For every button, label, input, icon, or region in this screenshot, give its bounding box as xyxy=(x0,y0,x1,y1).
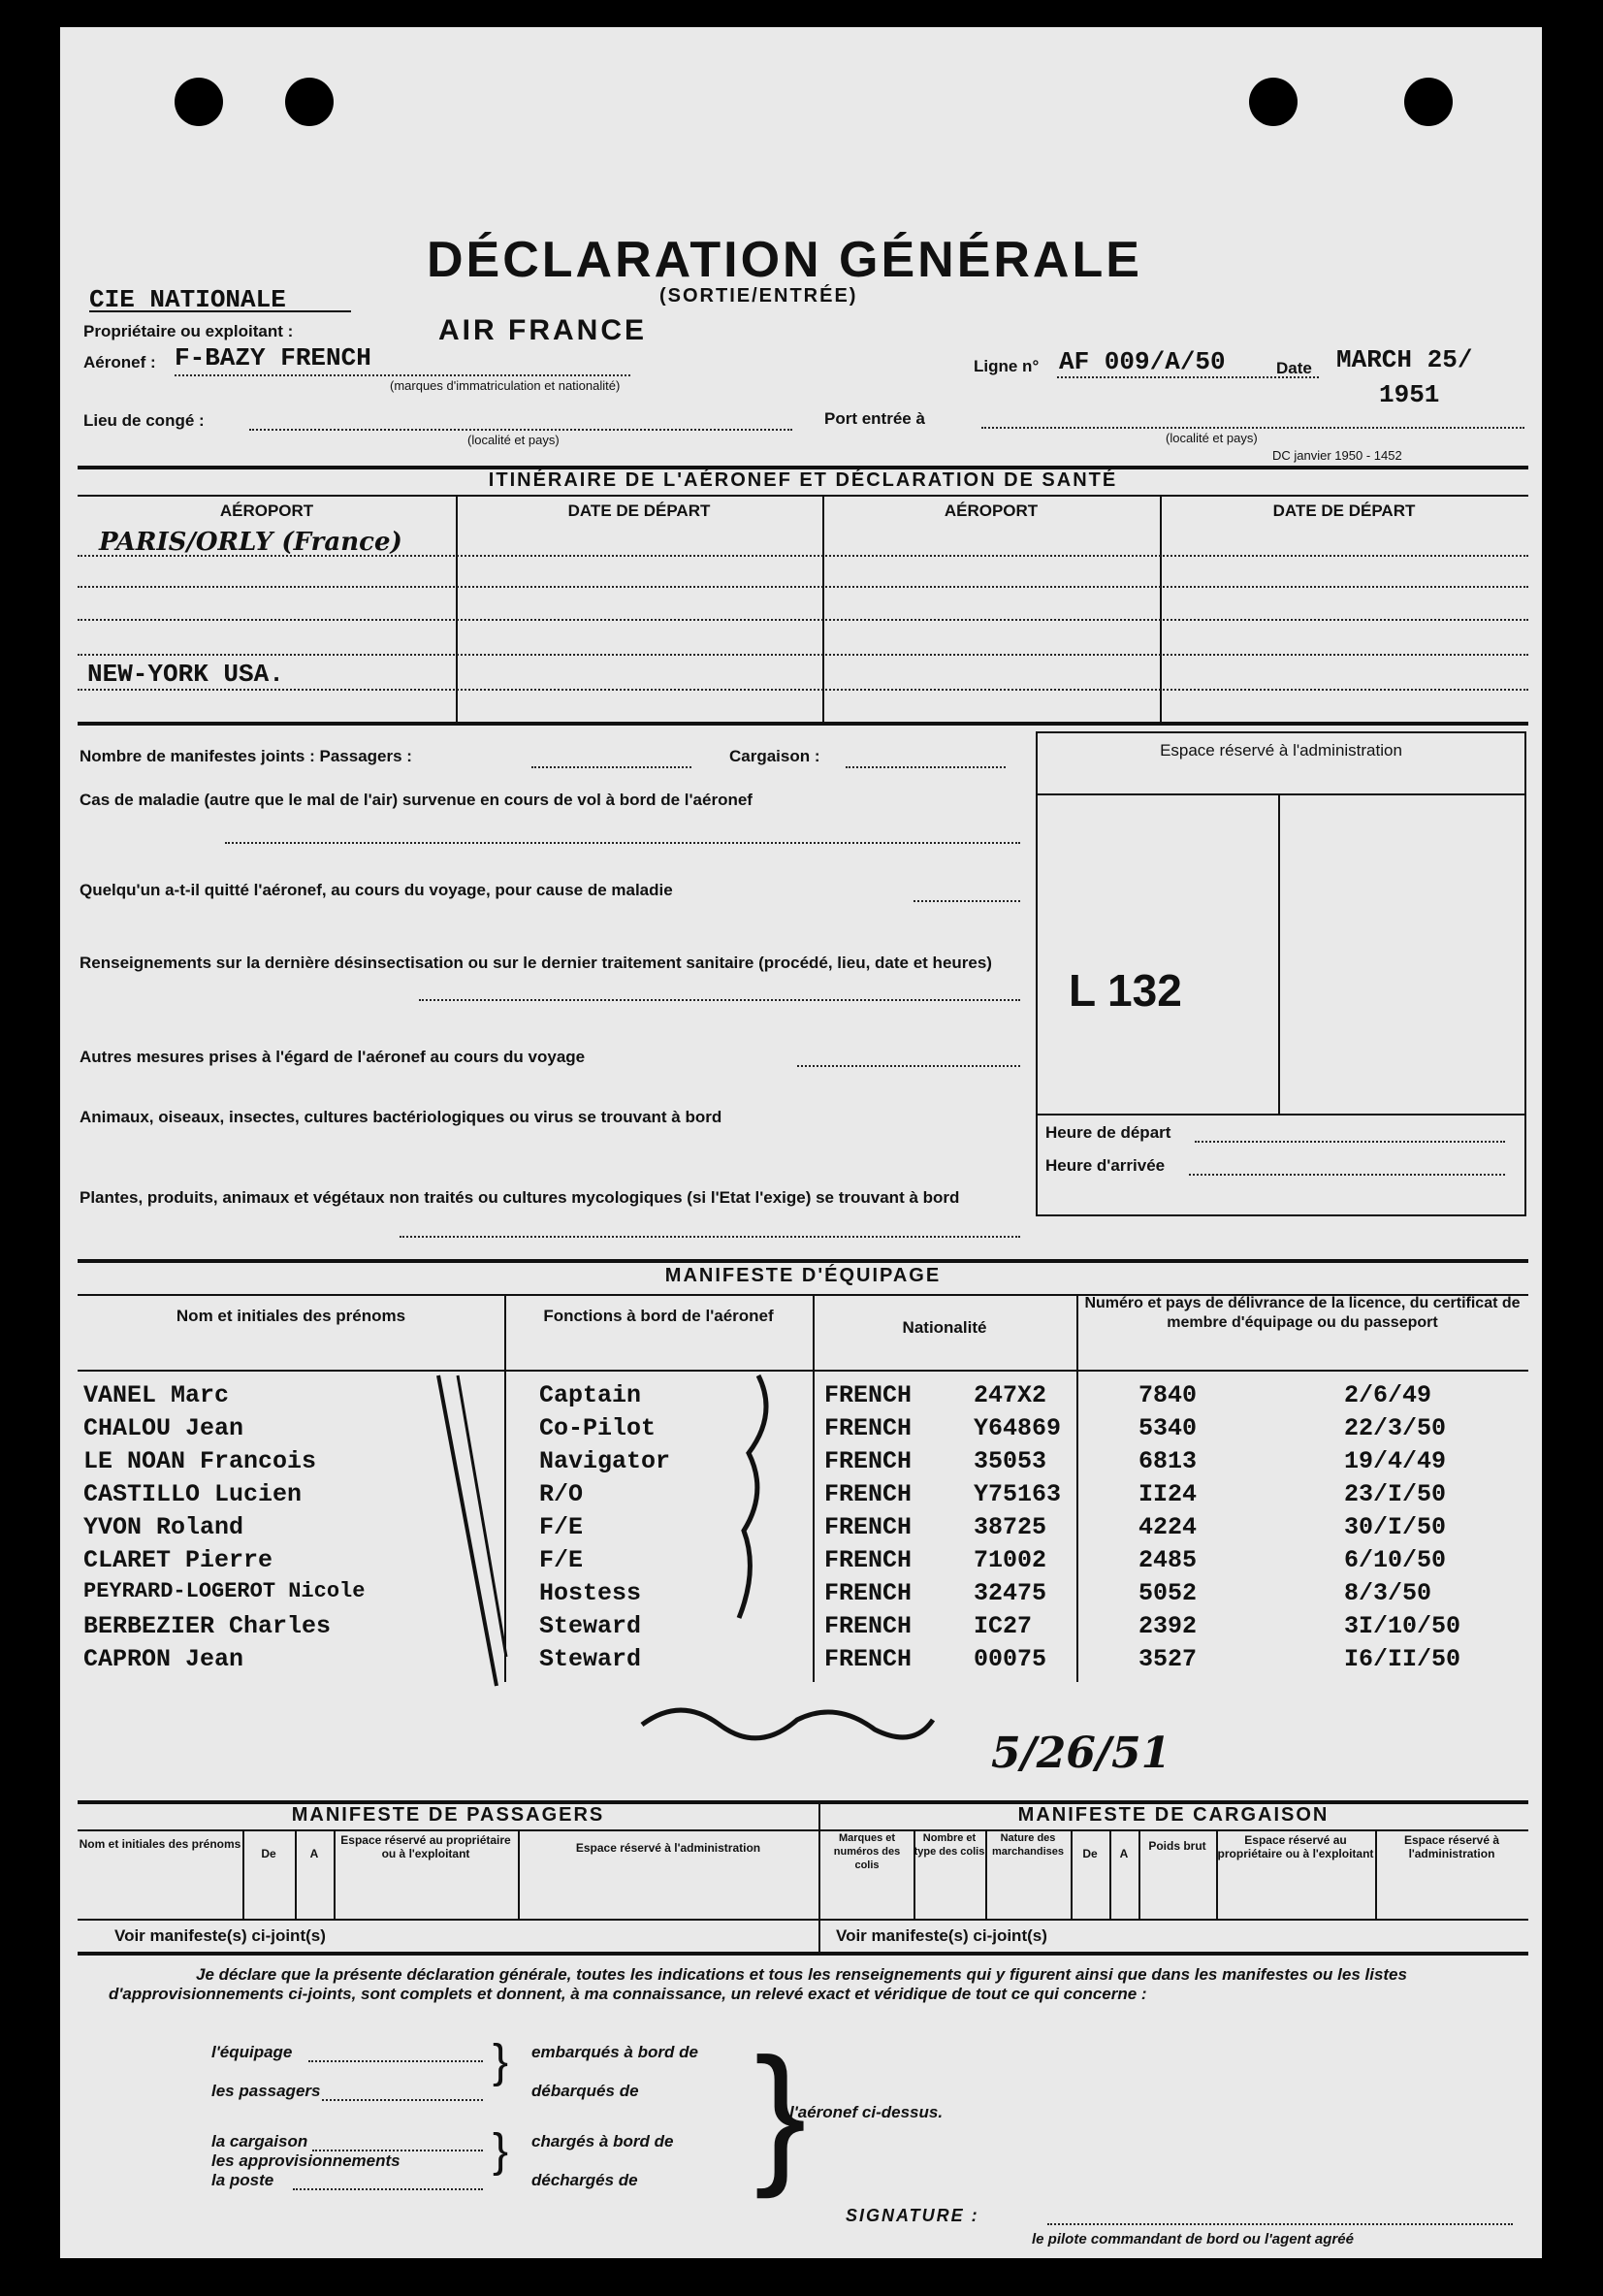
owner-label: Propriétaire ou exploitant : xyxy=(83,322,294,340)
crew-date: 3I/10/50 xyxy=(1344,1612,1461,1640)
crew-function: Hostess xyxy=(539,1579,642,1607)
crew-date: 6/10/50 xyxy=(1344,1546,1447,1574)
aircraft-value: F-BAZY FRENCH xyxy=(175,343,371,372)
cargo-col-weight: Poids brut xyxy=(1148,1839,1206,1853)
crew-number: IC27 xyxy=(974,1612,1033,1640)
arrival-time-label: Heure d'arrivée xyxy=(1045,1156,1166,1175)
crew-name: YVON Roland xyxy=(83,1513,244,1541)
crew-date: I6/II/50 xyxy=(1344,1645,1461,1673)
cargo-col-owner: Espace réservé au propriétaire ou à l'exploitant xyxy=(1217,1833,1374,1860)
col-departure-date: DATE DE DÉPART xyxy=(567,501,711,520)
decl-unloaded: déchargés de xyxy=(531,2171,638,2189)
crew-col-license: Numéro et pays de délivrance de la licence, du certificat de membre d'équipage ou du passeport xyxy=(1084,1295,1521,1331)
crew-function: Navigator xyxy=(539,1447,671,1475)
pax-col-to: A xyxy=(309,1847,319,1860)
cargo-col-admin: Espace réservé à l'administration xyxy=(1403,1833,1500,1860)
cargo-footer: Voir manifeste(s) ci-joint(s) xyxy=(836,1926,1047,1945)
crew-license: 2485 xyxy=(1138,1546,1198,1574)
punch-hole xyxy=(285,78,334,126)
crew-nationality: FRENCH xyxy=(824,1414,913,1442)
crew-function: F/E xyxy=(539,1513,584,1541)
big-brace: } xyxy=(754,2025,807,2199)
crew-license: 7840 xyxy=(1138,1381,1198,1409)
crew-function: Steward xyxy=(539,1645,642,1673)
crew-function: R/O xyxy=(539,1480,584,1508)
signature-label: SIGNATURE : xyxy=(846,2206,979,2225)
cargo-col-to: A xyxy=(1119,1847,1129,1860)
crew-number: 247X2 xyxy=(974,1381,1047,1409)
crew-nationality: FRENCH xyxy=(824,1480,913,1508)
manifests-label: Nombre de manifestes joints : Passagers : xyxy=(80,747,412,765)
crew-nationality: FRENCH xyxy=(824,1381,913,1409)
crew-number: 38725 xyxy=(974,1513,1047,1541)
port-label: Port entrée à xyxy=(824,409,925,428)
decl-mail: la poste xyxy=(211,2171,274,2189)
decl-supplies: les approvisionnements xyxy=(211,2151,401,2170)
pax-col-name: Nom et initiales des prénoms xyxy=(79,1837,241,1851)
departure-place-label: Lieu de congé : xyxy=(83,411,205,430)
crew-title: MANIFESTE D'ÉQUIPAGE xyxy=(664,1265,942,1286)
crew-function: Captain xyxy=(539,1381,642,1409)
port-note: (localité et pays) xyxy=(1166,431,1258,445)
crew-name: PEYRARD-LOGEROT Nicole xyxy=(83,1579,366,1603)
pax-col-admin: Espace réservé à l'administration xyxy=(575,1841,761,1855)
crew-col-name: Nom et initiales des prénoms xyxy=(176,1307,406,1325)
form-title: DÉCLARATION GÉNÉRALE xyxy=(427,232,1142,288)
brace-2: } xyxy=(493,2125,509,2177)
crew-function: F/E xyxy=(539,1546,584,1574)
crew-license: 3527 xyxy=(1138,1645,1198,1673)
departure-time-label: Heure de départ xyxy=(1045,1123,1171,1142)
decl-loaded: chargés à bord de xyxy=(531,2132,674,2150)
date-year: 1951 xyxy=(1379,380,1440,409)
signature-note: le pilote commandant de bord ou l'agent agréé xyxy=(1032,2231,1354,2247)
crew-date: 23/I/50 xyxy=(1344,1480,1447,1508)
crew-name: CLARET Pierre xyxy=(83,1546,273,1574)
crew-name: VANEL Marc xyxy=(83,1381,230,1409)
col-airport: AÉROPORT xyxy=(219,501,314,520)
decl-crew: l'équipage xyxy=(211,2043,293,2061)
crew-license: 6813 xyxy=(1138,1447,1198,1475)
handwritten-date: 5/26/51 xyxy=(991,1729,1171,1778)
date-label: Date xyxy=(1276,359,1312,377)
crew-number: Y64869 xyxy=(974,1414,1062,1442)
crew-nationality: FRENCH xyxy=(824,1579,913,1607)
crew-license: 5340 xyxy=(1138,1414,1198,1442)
line-value: AF 009/A/50 xyxy=(1059,347,1226,376)
left-aircraft-label: Quelqu'un a-t-il quitté l'aéronef, au cours du voyage, pour cause de maladie xyxy=(80,881,673,899)
pax-col-owner: Espace réservé au propriétaire ou à l'exploitant xyxy=(340,1833,511,1860)
admin-stamp: L 132 xyxy=(1069,965,1182,1016)
decl-embarked: embarqués à bord de xyxy=(531,2043,698,2061)
crew-date: 19/4/49 xyxy=(1344,1447,1447,1475)
cargo-count-label: Cargaison : xyxy=(729,747,820,765)
departure-place-note: (localité et pays) xyxy=(467,433,560,447)
crew-col-nationality: Nationalité xyxy=(902,1318,987,1337)
crew-nationality: FRENCH xyxy=(824,1513,913,1541)
col-airport-2: AÉROPORT xyxy=(944,501,1039,520)
pax-col-from: De xyxy=(261,1847,276,1860)
line-label: Ligne n° xyxy=(974,357,1040,375)
crew-date: 30/I/50 xyxy=(1344,1513,1447,1541)
crew-nationality: FRENCH xyxy=(824,1645,913,1673)
passengers-title: MANIFESTE DE PASSAGERS xyxy=(291,1804,605,1826)
animals-label: Animaux, oiseaux, insectes, cultures bactériologiques ou virus se trouvant à bord xyxy=(80,1108,722,1126)
crew-nationality: FRENCH xyxy=(824,1546,913,1574)
crew-name: LE NOAN Francois xyxy=(83,1447,317,1475)
crew-function: Steward xyxy=(539,1612,642,1640)
crew-date: 2/6/49 xyxy=(1344,1381,1432,1409)
company-name: CIE NATIONALE xyxy=(89,285,286,314)
form-subtitle: (SORTIE/ENTRÉE) xyxy=(659,285,858,307)
crew-name: CAPRON Jean xyxy=(83,1645,244,1673)
owner-value: AIR FRANCE xyxy=(438,314,647,346)
crew-date: 22/3/50 xyxy=(1344,1414,1447,1442)
cargo-col-nature: Nature des marchandises xyxy=(992,1832,1064,1858)
cargo-col-count: Nombre et type des colis xyxy=(914,1832,985,1858)
crew-number: 35053 xyxy=(974,1447,1047,1475)
crew-name: BERBEZIER Charles xyxy=(83,1612,332,1640)
brace-1: } xyxy=(493,2036,509,2087)
illness-label: Cas de maladie (autre que le mal de l'air) survenue en cours de vol à bord de l'aéronef xyxy=(80,791,753,809)
crew-license: 5052 xyxy=(1138,1579,1198,1607)
declaration-form xyxy=(60,27,1542,2258)
destination-airport: NEW-YORK USA. xyxy=(87,660,284,689)
crew-number: 00075 xyxy=(974,1645,1047,1673)
cargo-col-from: De xyxy=(1082,1847,1098,1860)
measures-label: Autres mesures prises à l'égard de l'aéronef au cours du voyage xyxy=(80,1048,586,1066)
punch-hole xyxy=(175,78,223,126)
plants-label: Plantes, produits, animaux et végétaux non traités ou cultures mycologiques (si l'Etat l'exige) se trouvant à bord xyxy=(80,1188,960,1207)
crew-date: 8/3/50 xyxy=(1344,1579,1432,1607)
crew-license: 2392 xyxy=(1138,1612,1198,1640)
crew-license: 4224 xyxy=(1138,1513,1198,1541)
crew-nationality: FRENCH xyxy=(824,1612,913,1640)
crew-name: CHALOU Jean xyxy=(83,1414,244,1442)
punch-hole xyxy=(1404,78,1453,126)
aircraft-label: Aéronef : xyxy=(83,353,156,372)
aircraft-note: (marques d'immatriculation et nationalité) xyxy=(390,378,621,393)
crew-license: II24 xyxy=(1138,1480,1198,1508)
admin-box-title: Espace réservé à l'administration xyxy=(1160,741,1402,760)
decl-cargo: la cargaison xyxy=(211,2132,308,2150)
decl-aircraft: l'aéronef ci-dessus. xyxy=(789,2103,944,2121)
crew-nationality: FRENCH xyxy=(824,1447,913,1475)
origin-airport-handwritten: PARIS/ORLY (France) xyxy=(99,528,402,557)
col-departure-date-2: DATE DE DÉPART xyxy=(1272,501,1416,520)
punch-hole xyxy=(1249,78,1298,126)
cargo-title: MANIFESTE DE CARGAISON xyxy=(1017,1804,1330,1826)
crew-function: Co-Pilot xyxy=(539,1414,657,1442)
itinerary-title: ITINÉRAIRE DE L'AÉRONEF ET DÉCLARATION DE SANTÉ xyxy=(488,469,1118,491)
crew-number: 71002 xyxy=(974,1546,1047,1574)
crew-name: CASTILLO Lucien xyxy=(83,1480,303,1508)
date-value: MARCH 25/ xyxy=(1336,345,1473,374)
decl-passengers: les passagers xyxy=(211,2082,321,2100)
form-reference: DC janvier 1950 - 1452 xyxy=(1272,448,1402,463)
pax-footer: Voir manifeste(s) ci-joint(s) xyxy=(114,1926,326,1945)
cargo-col-marks: Marques et numéros des colis xyxy=(833,1832,901,1871)
declaration-text: Je déclare que la présente déclaration générale, toutes les indications et tous les renseignements qui y figurent ainsi que dans les manifestes ou les listes d'approvisionnements ci-joints, sont complets et donnent, à ma connaissance, un relevé exact et véridique de tout ce qui concerne : xyxy=(109,1965,1407,2003)
crew-col-function: Fonctions à bord de l'aéronef xyxy=(543,1307,774,1325)
crew-number: Y75163 xyxy=(974,1480,1062,1508)
disinsection-label: Renseignements sur la dernière désinsectisation ou sur le dernier traitement sanitaire (procédé, lieu, date et heures) xyxy=(80,954,992,972)
decl-disembarked: débarqués de xyxy=(531,2082,639,2100)
crew-number: 32475 xyxy=(974,1579,1047,1607)
